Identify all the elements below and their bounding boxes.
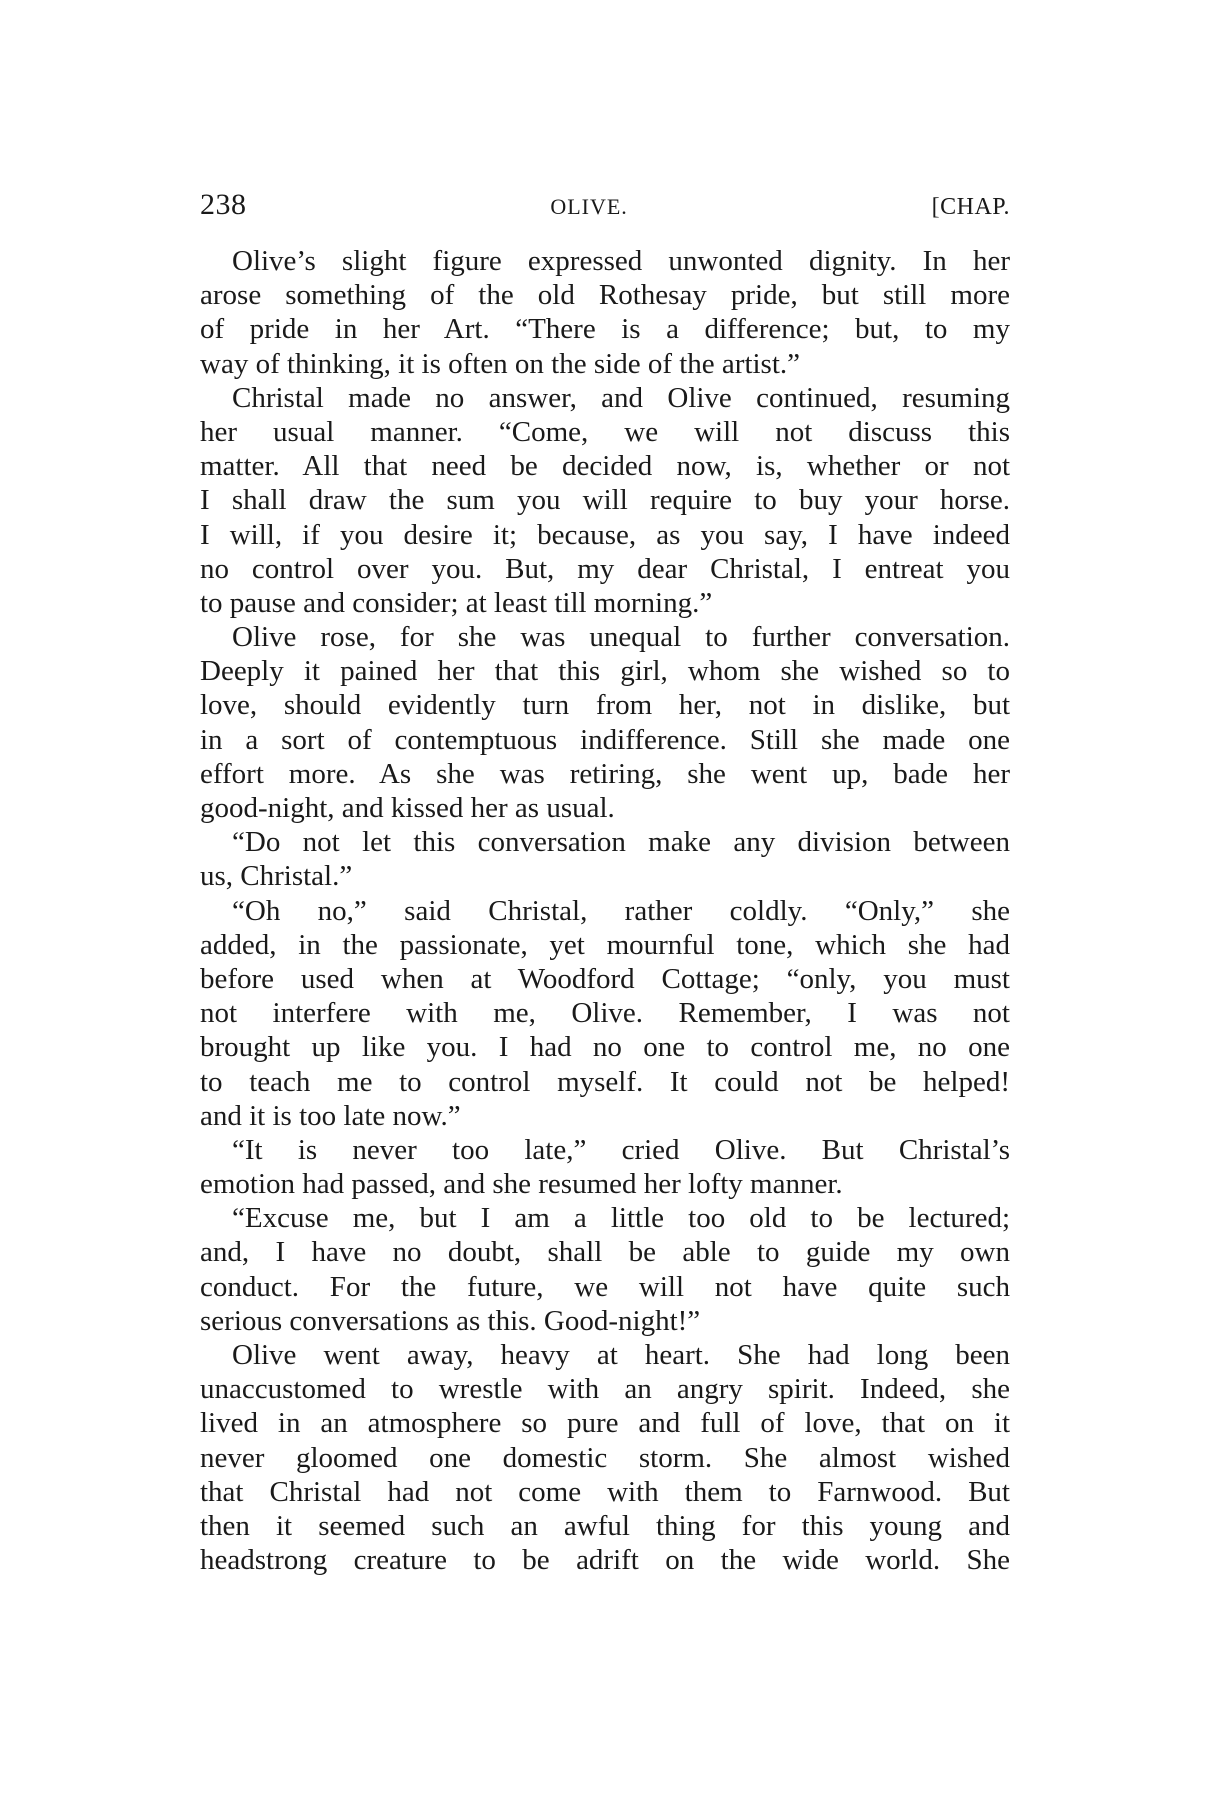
text-line: Olive rose, for she was unequal to further conversation. (232, 621, 1010, 654)
text-line: good-night, and kissed her as usual. (200, 792, 615, 824)
text-line: I will, if you desire it; because, as you say, I have indeed (200, 518, 1010, 551)
text-line: added, in the passionate, yet mournful tone, which she had (200, 928, 1010, 961)
text-line: and it is too late now.” (200, 1099, 461, 1132)
text-line: lived in an atmosphere so pure and full of love, that on it (200, 1407, 1010, 1440)
text-line: us, Christal.” (200, 860, 353, 893)
page-number: 238 (200, 188, 247, 221)
text-line: to teach me to control myself. It could not be helped! (200, 1065, 1010, 1098)
text-line: in a sort of contemptuous indifference. Still she made one (200, 723, 1010, 756)
text-line: effort more. As she was retiring, she went up, bade her (200, 757, 1010, 790)
text-line: not interfere with me, Olive. Remember, I was not (200, 997, 1010, 1030)
text-line: matter. All that need be decided now, is, whether or not (200, 450, 1010, 483)
text-line: and, I have no doubt, shall be able to guide my own (200, 1236, 1010, 1269)
text-line: “Do not let this conversation make any division between (232, 826, 1010, 859)
text-line: emotion had passed, and she resumed her lofty manner. (200, 1168, 843, 1201)
text-line: before used when at Woodford Cottage; “only, you must (200, 962, 1010, 995)
text-line: arose something of the old Rothesay pride, but still more (200, 279, 1010, 312)
running-header (200, 188, 1010, 244)
text-line: unaccustomed to wrestle with an angry spirit. Indeed, she (200, 1373, 1010, 1406)
book-page (200, 188, 1010, 1577)
body-text (200, 244, 1010, 1577)
text-line: serious conversations as this. Good-night!” (200, 1304, 701, 1337)
text-line: headstrong creature to be adrift on the wide world. She (200, 1544, 1010, 1577)
text-line: then it seemed such an awful thing for this young and (200, 1509, 1010, 1542)
text-line: Christal made no answer, and Olive continued, resuming (232, 381, 1010, 414)
text-line: to pause and consider; at least till morning.” (200, 586, 713, 619)
text-line: Olive’s slight figure expressed unwonted dignity. In her (232, 245, 1010, 277)
text-line: never gloomed one domestic storm. She almost wished (200, 1441, 1010, 1474)
text-line: Olive went away, heavy at heart. She had long been (232, 1339, 1010, 1371)
text-line: conduct. For the future, we will not have quite such (200, 1270, 1010, 1303)
text-line: “Excuse me, but I am a little too old to be lectured; (232, 1202, 1010, 1235)
text-line: love, should evidently turn from her, not in dislike, but (200, 689, 1010, 722)
text-line: of pride in her Art. “There is a difference; but, to my (200, 313, 1010, 346)
text-line: “Oh no,” said Christal, rather coldly. “Only,” she (232, 894, 1010, 927)
text-line: Deeply it pained her that this girl, whom she wished so to (200, 655, 1010, 688)
text-line: her usual manner. “Come, we will not discuss this (200, 415, 1010, 448)
text-line: that Christal had not come with them to Farnwood. But (200, 1475, 1010, 1508)
chapter-mark: [CHAP. (931, 194, 1010, 220)
text-line: way of thinking, it is often on the side of the artist.” (200, 347, 801, 380)
text-line: no control over you. But, my dear Christal, I entreat you (200, 552, 1010, 585)
text-line: I shall draw the sum you will require to buy your horse. (200, 484, 1010, 517)
running-title: OLIVE. (550, 194, 628, 219)
text-line: “It is never too late,” cried Olive. But Christal’s (232, 1133, 1010, 1166)
text-line: brought up like you. I had no one to control me, no one (200, 1031, 1010, 1064)
